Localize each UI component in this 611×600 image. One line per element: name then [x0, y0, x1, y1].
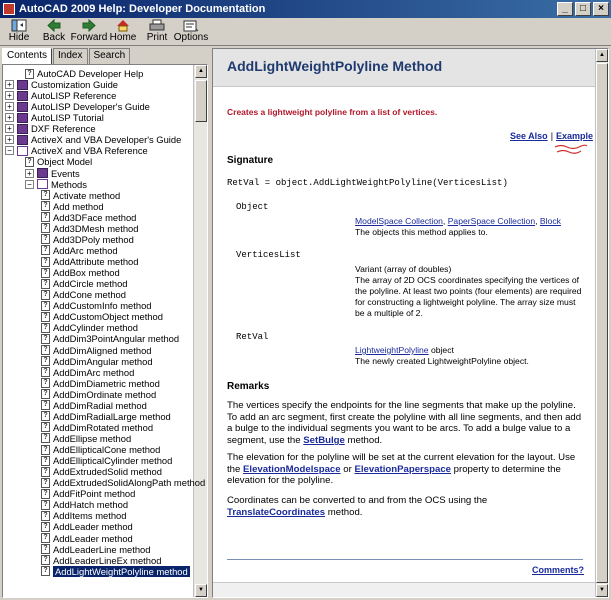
tree-item-label: AutoLISP Developer's Guide: [31, 101, 150, 113]
setbulge-link[interactable]: SetBulge: [303, 435, 345, 447]
tree-item-label: AddBox method: [53, 267, 120, 279]
tree-item[interactable]: [41, 400, 147, 411]
tree-item[interactable]: [41, 544, 150, 555]
back-label: Back: [42, 32, 66, 43]
help-page-icon: ?: [41, 533, 50, 543]
minimize-button[interactable]: _: [557, 2, 573, 16]
signature-heading: Signature: [227, 155, 274, 166]
help-page-icon: ?: [41, 312, 50, 322]
tree-item-label: AddFitPoint method: [53, 488, 136, 500]
help-page-icon: ?: [41, 234, 50, 244]
content-scroll-thumb[interactable]: [596, 63, 608, 583]
see-also-bar: [510, 131, 593, 141]
book-icon: [17, 124, 28, 134]
tab-search[interactable]: Search: [89, 48, 131, 64]
remarks-2-text-b: or: [340, 463, 355, 475]
help-page-icon: ?: [41, 566, 50, 576]
remarks-1-end: method.: [344, 435, 383, 447]
help-page-icon: ?: [41, 268, 50, 278]
options-icon: [183, 19, 199, 32]
tree-item[interactable]: [25, 179, 87, 190]
tree-item[interactable]: [41, 477, 205, 488]
remarks-2-text-c: property to determine the elevation for the polyline.: [227, 463, 561, 487]
content-scroll-down-arrow-icon[interactable]: ▼: [596, 584, 608, 597]
param-retval-name: RetVal: [236, 332, 269, 342]
param-object-name: Object: [236, 202, 269, 212]
block-link[interactable]: Block: [539, 216, 561, 226]
remarks-3-text-a: Coordinates can be converted to and from the OCS using the: [227, 495, 488, 506]
remarks-2-text-a: The elevation for the polyline will be set at the current elevation for the layout. Use the: [227, 452, 576, 475]
tree-item-label: AddHatch method: [53, 499, 129, 511]
tree-item-label: AddLeaderLineEx method: [53, 554, 162, 566]
tree-item[interactable]: [5, 145, 148, 156]
tree-item-label: AddDim3PointAngular method: [53, 333, 180, 345]
tree-item[interactable]: [41, 533, 133, 544]
see-also-link[interactable]: See Also: [510, 131, 548, 141]
help-page-icon: ?: [41, 522, 50, 532]
book-icon: [17, 135, 28, 145]
help-page-icon: ?: [25, 157, 34, 167]
book-icon: [17, 113, 28, 123]
help-page-icon: ?: [41, 456, 50, 466]
tree-item[interactable]: [41, 201, 104, 212]
tree-item[interactable]: [41, 278, 128, 289]
tree-item-label: Object Model: [37, 156, 93, 168]
tree-item-label: AddDimOrdinate method: [53, 388, 157, 400]
tab-index[interactable]: Index: [53, 48, 87, 64]
tree-item[interactable]: [5, 101, 150, 112]
tree-item[interactable]: [41, 433, 131, 444]
tree-item[interactable]: [25, 68, 143, 79]
contents-tree: [2, 64, 208, 598]
back-arrow-icon: [46, 19, 62, 32]
tree-item-label: AddDimAligned method: [53, 344, 152, 356]
help-page-icon: ?: [41, 544, 50, 554]
help-page-icon: ?: [41, 478, 50, 488]
tree-item-label: AddDimDiametric method: [53, 377, 160, 389]
tree-item-label: AddCone method: [53, 289, 126, 301]
tree-item[interactable]: [25, 168, 80, 179]
tree-item-label: Add method: [53, 200, 104, 212]
print-button[interactable]: [140, 18, 174, 45]
tree-item[interactable]: [41, 212, 136, 223]
home-icon: [115, 19, 131, 32]
open-book-icon: [37, 179, 48, 189]
printer-icon: [149, 19, 165, 32]
expand-icon[interactable]: +: [5, 113, 14, 122]
topic-summary: Creates a lightweight polyline from a list of vertices.: [227, 107, 438, 117]
tree-item-label: AddAttribute method: [53, 256, 139, 268]
tree-item[interactable]: [41, 322, 138, 333]
hide-label: Hide: [8, 32, 30, 43]
help-page-icon: ?: [41, 279, 50, 289]
title-bar: [0, 0, 611, 18]
tree-item-label: AddCircle method: [53, 278, 128, 290]
tree-item[interactable]: [41, 367, 134, 378]
tree-item-label: AddDimAngular method: [53, 355, 153, 367]
comments-link[interactable]: Comments?: [532, 565, 585, 575]
scroll-down-arrow-icon[interactable]: ▼: [195, 584, 207, 597]
help-page-icon: ?: [41, 467, 50, 477]
tree-item-label: AddEllipse method: [53, 432, 132, 444]
expand-icon[interactable]: +: [5, 102, 14, 111]
remarks-heading: Remarks: [227, 381, 270, 392]
tree-item-label: AddLeader method: [53, 532, 133, 544]
tree-item[interactable]: [41, 223, 138, 234]
object-description: The objects this method applies to.: [355, 227, 488, 237]
tree-item[interactable]: [41, 444, 160, 455]
tree-item[interactable]: [41, 190, 120, 201]
help-page-icon: ?: [41, 400, 50, 410]
tree-item-label: AddCylinder method: [53, 322, 138, 334]
tree-item[interactable]: [41, 378, 160, 389]
param-object-desc: ModelSpace Collection, PaperSpace Collection, Block The objects this method applies to.: [355, 216, 561, 237]
options-label: Options: [173, 32, 209, 43]
app-icon: [3, 3, 15, 15]
tree-item-label: Add3DFace method: [53, 211, 137, 223]
home-label: Home: [109, 32, 137, 43]
back-button[interactable]: [36, 18, 72, 45]
elevationpaperspace-link[interactable]: ElevationPaperspace: [354, 463, 451, 475]
help-page-icon: ?: [41, 422, 50, 432]
help-page-icon: ?: [41, 411, 50, 421]
retval-type-suffix: object: [428, 345, 454, 355]
tree-item-label: AddCustomInfo method: [53, 300, 152, 312]
tree-item[interactable]: [41, 256, 138, 267]
window-title: AutoCAD 2009 Help: Developer Documentation: [19, 3, 266, 15]
content-scrollbar[interactable]: [595, 49, 608, 597]
maximize-button[interactable]: □: [575, 2, 591, 16]
help-page-icon: ?: [41, 301, 50, 311]
tree-item[interactable]: [41, 455, 172, 466]
annotation-squiggle: [553, 143, 589, 155]
tree-item-label: Activate method: [53, 189, 121, 201]
expand-icon[interactable]: +: [25, 169, 34, 178]
tree-item-label: AddDimArc method: [53, 366, 135, 378]
help-page-icon: ?: [41, 223, 50, 233]
param-vertices-desc: [355, 264, 587, 319]
tree-item[interactable]: [41, 356, 153, 367]
tree-item[interactable]: [41, 521, 133, 532]
help-page-icon: ?: [41, 433, 50, 443]
tree-item-label: AddLightWeightPolyline method: [55, 565, 188, 577]
tree-item-label: AddEllipticalCone method: [53, 444, 161, 456]
tree-item-label: AddArc method: [53, 244, 118, 256]
book-icon: [37, 168, 48, 178]
forward-button[interactable]: [72, 18, 106, 45]
retval-description: The newly created LightweightPolyline object.: [355, 356, 529, 366]
tree-item[interactable]: [41, 422, 153, 433]
tree-item-label: Add3DPoly method: [53, 233, 134, 245]
tree-item[interactable]: [5, 123, 96, 134]
tree-item[interactable]: [5, 79, 118, 90]
forward-arrow-icon: [81, 19, 97, 32]
tree-item[interactable]: [41, 466, 162, 477]
footer-divider: [227, 559, 583, 560]
expand-icon[interactable]: +: [5, 124, 14, 133]
help-page-icon: ?: [41, 334, 50, 344]
nav-tabs: [2, 48, 208, 64]
tree-item[interactable]: [41, 566, 190, 577]
help-page-icon: ?: [41, 212, 50, 222]
remarks-paragraph-3: [227, 495, 587, 518]
help-page-icon: ?: [41, 489, 50, 499]
tree-item[interactable]: [5, 134, 181, 145]
tree-item-label: AddExtrudedSolidAlongPath method: [53, 477, 206, 489]
tree-item-label: AddExtrudedSolid method: [53, 466, 162, 478]
tree-item[interactable]: [41, 333, 179, 344]
topic-header: [213, 49, 597, 87]
paperspace-collection-link[interactable]: PaperSpace Collection: [447, 216, 536, 226]
tree-item-label: Methods: [51, 178, 87, 190]
tree-item-label: AddItems method: [53, 510, 127, 522]
close-button[interactable]: ×: [593, 2, 609, 16]
collapse-icon[interactable]: −: [25, 180, 34, 189]
book-icon: [17, 80, 28, 90]
vertices-description: The array of 2D OCS coordinates specifying the vertices of the polyline. At least two points (four elements) are required for constructing a lightweight polyline. The array size must be a multiple of 2.: [355, 275, 582, 318]
tree-item-label: AddLeaderLine method: [53, 543, 151, 555]
help-page-icon: ?: [41, 378, 50, 388]
tree-item[interactable]: [41, 289, 126, 300]
link-separator: |: [550, 131, 554, 141]
modelspace-collection-link[interactable]: ModelSpace Collection: [355, 216, 443, 226]
help-page-icon: ?: [41, 511, 50, 521]
options-button[interactable]: [174, 18, 208, 45]
tree-item-label: AddDimRadialLarge method: [53, 410, 171, 422]
tab-contents[interactable]: Contents: [2, 48, 52, 64]
tree-item[interactable]: [41, 245, 118, 256]
param-vertices-name: VerticesList: [236, 250, 301, 260]
translatecoordinates-link[interactable]: TranslateCoordinates: [227, 506, 326, 518]
help-page-icon: ?: [41, 500, 50, 510]
help-page-icon: ?: [41, 445, 50, 455]
tree-item[interactable]: [41, 300, 152, 311]
tree-item[interactable]: [5, 112, 104, 123]
tree-item-label: Customization Guide: [31, 79, 119, 91]
tree-item-label: AddDimRotated method: [53, 421, 154, 433]
tree-item-label: AutoLISP Reference: [31, 90, 117, 102]
help-page-icon: ?: [41, 367, 50, 377]
help-page-icon: ?: [41, 323, 50, 333]
help-page-icon: ?: [41, 356, 50, 366]
tree-item[interactable]: [41, 411, 171, 422]
tree-scroll-thumb[interactable]: [195, 80, 207, 122]
tree-item[interactable]: [41, 267, 120, 278]
param-retval-desc: [355, 345, 587, 367]
tree-item-label: AutoLISP Tutorial: [31, 112, 104, 124]
print-label: Print: [146, 32, 168, 43]
tree-item[interactable]: [41, 510, 126, 521]
open-book-icon: [17, 146, 28, 156]
tree-item-label: Events: [51, 167, 80, 179]
remarks-paragraph-1: [227, 400, 587, 447]
vertices-type: Variant (array of doubles): [355, 264, 452, 274]
forward-label: Forward: [70, 32, 108, 43]
tree-item-label: AddEllipticalCylinder method: [53, 455, 173, 467]
help-page-icon: ?: [41, 245, 50, 255]
help-page-icon: ?: [41, 389, 50, 399]
toolbar: [0, 18, 611, 46]
tree-item[interactable]: [41, 345, 152, 356]
tree-item[interactable]: [41, 389, 156, 400]
book-icon: [17, 91, 28, 101]
help-page-icon: ?: [41, 190, 50, 200]
tree-item[interactable]: [41, 499, 128, 510]
expand-icon[interactable]: +: [5, 135, 14, 144]
tree-item-label: AutoCAD Developer Help: [37, 68, 144, 79]
hide-icon: [11, 19, 27, 32]
navigation-pane: [2, 48, 208, 598]
remarks-3-text-b: method.: [325, 506, 363, 518]
content-bottom-bar: [213, 582, 597, 598]
help-page-icon: ?: [41, 201, 50, 211]
content-scroll-up-arrow-icon[interactable]: ▲: [596, 49, 608, 62]
help-page-icon: ?: [41, 345, 50, 355]
content-pane: [212, 48, 609, 598]
collapse-icon[interactable]: −: [5, 146, 14, 155]
tree-item[interactable]: [41, 234, 134, 245]
help-page-icon: ?: [41, 257, 50, 267]
expand-icon[interactable]: +: [5, 91, 14, 100]
help-page-icon: ?: [25, 69, 34, 79]
expand-icon[interactable]: +: [5, 80, 14, 89]
help-page-icon: ?: [41, 290, 50, 300]
help-page-icon: ?: [41, 555, 50, 565]
tree-item-label: AddDimRadial method: [53, 399, 147, 411]
remarks-paragraph-2: [227, 452, 587, 487]
tree-item-label: AddCustomObject method: [53, 311, 163, 323]
tree-item[interactable]: [41, 311, 163, 322]
scroll-up-arrow-icon[interactable]: ▲: [195, 65, 207, 78]
tree-item-label: AddLeader method: [53, 521, 133, 533]
elevationmodelspace-link[interactable]: ElevationModelspace: [243, 463, 341, 475]
signature-code: RetVal = object.AddLightWeightPolyline(VerticesList): [227, 178, 508, 188]
book-icon: [17, 102, 28, 112]
lightweightpolyline-link[interactable]: LightweightPolyline: [355, 345, 429, 355]
tree-scrollbar[interactable]: [193, 65, 207, 597]
tree-item-label: DXF Reference: [31, 123, 96, 135]
home-button[interactable]: [106, 18, 140, 45]
tree-item[interactable]: [5, 90, 116, 101]
tree-item[interactable]: [25, 156, 92, 167]
tree-item-label: ActiveX and VBA Reference: [31, 145, 148, 157]
tree-item[interactable]: [41, 555, 161, 566]
remarks-1-text: The vertices specify the endpoints for the line segments that make up the polyline. To add an arc segment, first create the polyline with all line segments, and then add a bulge to the individual segments you want to be arcs. To add a bulge value to a segment, use the: [227, 400, 582, 447]
tree-item-label: Add3DMesh method: [53, 222, 139, 234]
tree-item-label: ActiveX and VBA Developer's Guide: [31, 134, 182, 146]
tree-item[interactable]: [41, 488, 135, 499]
window-controls: [557, 2, 609, 16]
page-title: AddLightWeightPolyline Method: [227, 58, 443, 74]
example-link[interactable]: Example: [556, 131, 594, 141]
hide-button[interactable]: [2, 18, 36, 45]
